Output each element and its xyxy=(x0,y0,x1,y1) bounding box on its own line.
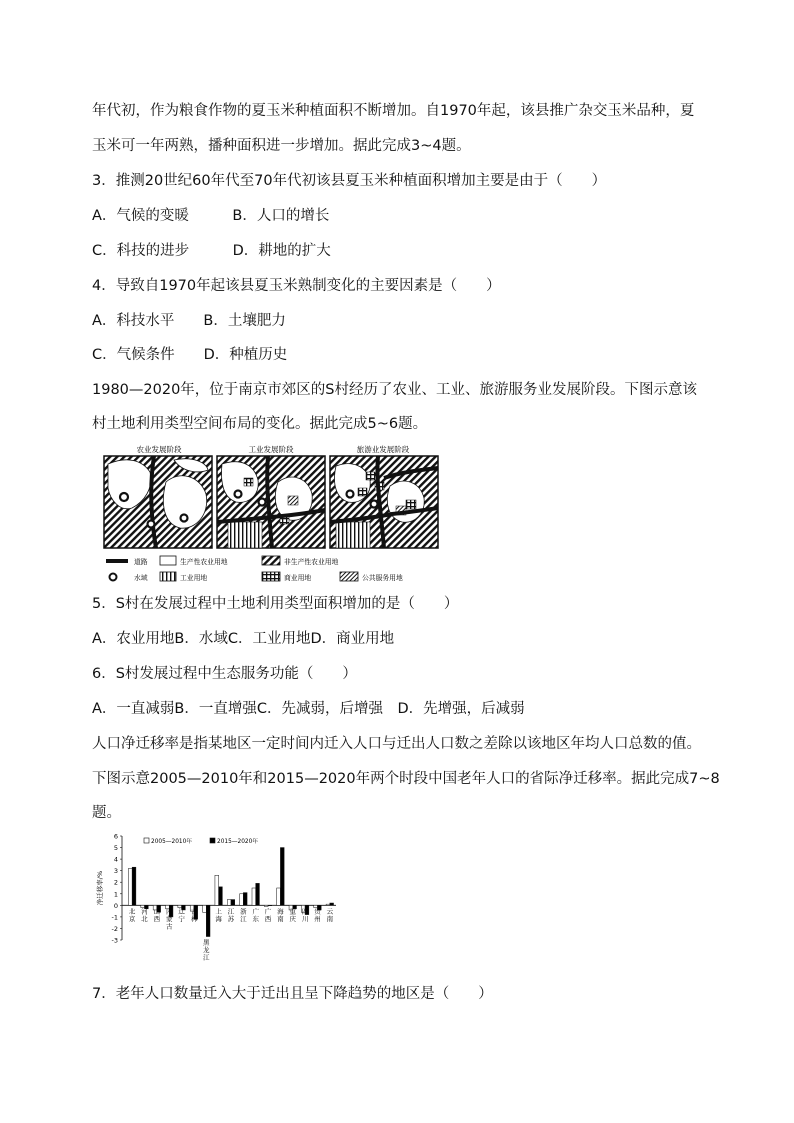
question-5: 5．S村在发展过程中土地利用类型面积增加的是（ ） xyxy=(92,596,459,612)
question-5-options: A．农业用地B．水域C．工业用地D．商业用地 xyxy=(92,631,395,647)
category-label-江苏: 苏 xyxy=(227,914,235,923)
category-label-上海: 海 xyxy=(215,914,222,923)
bar-上海-1 xyxy=(219,887,223,905)
y-tick-label: -3 xyxy=(111,936,118,945)
panel-agriculture xyxy=(104,456,212,548)
category-label-贵州: 贵 xyxy=(314,907,321,916)
question-6: 6．S村发展过程中生态服务功能（ ） xyxy=(92,666,357,682)
category-label-黑龙江: 龙 xyxy=(203,946,210,955)
panel-industry xyxy=(217,456,325,548)
category-label-四川: 川 xyxy=(301,914,309,923)
legend-label-2005: 2005—2010年 xyxy=(151,839,193,845)
category-label-重庆: 庆 xyxy=(289,914,297,923)
migration-bar-chart xyxy=(92,830,340,976)
category-label-北京: 京 xyxy=(128,914,136,923)
bar-黑龙江-1 xyxy=(206,905,210,936)
passage-s-village-2: 村土地利用类型空间布局的变化。据此完成5~6题。 xyxy=(92,416,428,432)
legend-industrial: 工业用地 xyxy=(180,574,208,582)
panel-title-tourism: 旅游业发展阶段 xyxy=(356,445,410,454)
category-label-北京: 北 xyxy=(128,907,136,916)
category-label-四川: 四 xyxy=(301,907,309,916)
category-label-内蒙古: 古 xyxy=(165,922,173,931)
category-label-广东: 广 xyxy=(252,907,259,916)
legend-public-service: 公共服务用地 xyxy=(362,574,403,582)
legend-commercial: 商业用地 xyxy=(284,574,312,582)
category-label-黑龙江: 黑 xyxy=(203,938,210,947)
category-label-内蒙古: 蒙 xyxy=(165,914,173,923)
y-tick-label: 1 xyxy=(113,890,118,899)
bar-北京-0 xyxy=(128,868,132,905)
y-tick-label: 4 xyxy=(113,855,118,864)
category-label-浙江: 江 xyxy=(240,914,247,923)
question-3-options-cd: C．科技的进步 D．耕地的扩大 xyxy=(92,243,331,259)
bar-上海-0 xyxy=(215,875,219,905)
passage-migration-3: 题。 xyxy=(92,805,121,821)
text-line-2: 玉米可一年两熟，播种面积进一步增加。据此完成3~4题。 xyxy=(92,138,471,154)
bar-北京-1 xyxy=(132,867,136,905)
category-label-吉林: 林 xyxy=(190,914,198,923)
legend-productive-agri: 生产性农业用地 xyxy=(180,558,228,566)
land-legend xyxy=(106,556,403,582)
category-label-黑龙江: 江 xyxy=(203,953,210,962)
category-label-广东: 东 xyxy=(252,914,259,923)
category-label-山西: 山 xyxy=(153,907,161,916)
category-label-广西: 西 xyxy=(264,914,272,923)
legend-road: 道路 xyxy=(134,558,148,566)
bar-浙江-0 xyxy=(240,894,244,906)
category-label-辽宁: 宁 xyxy=(178,914,185,923)
land-use-figure xyxy=(102,442,442,584)
question-4-options-cd: C．气候条件 D．种植历史 xyxy=(92,347,288,363)
legend-swatch-2005 xyxy=(144,838,149,843)
category-label-辽宁: 辽 xyxy=(178,907,185,916)
y-tick-label: -2 xyxy=(111,924,118,933)
y-tick-label: 6 xyxy=(113,832,118,841)
panel-tourism xyxy=(330,456,438,548)
bar-江苏-1 xyxy=(231,900,235,906)
category-label-山西: 西 xyxy=(153,914,161,923)
category-label-广西: 广 xyxy=(264,907,272,916)
category-label-江苏: 江 xyxy=(227,907,235,916)
bar-浙江-1 xyxy=(243,893,247,906)
legend-nonproductive-agri: 非生产性农业用地 xyxy=(284,558,339,566)
legend-label-2015: 2015—2020年 xyxy=(217,839,259,845)
category-label-重庆: 重 xyxy=(289,907,297,916)
bar-海南-1 xyxy=(280,848,284,906)
panel-title-agriculture: 农业发展阶段 xyxy=(136,445,182,454)
legend-swatch-2015 xyxy=(210,838,215,843)
y-tick-label: 3 xyxy=(113,867,118,876)
question-4-options-ab: A．科技水平 B．土壤肥力 xyxy=(92,313,286,329)
y-axis-label: 净迁移率/% xyxy=(96,870,104,906)
y-tick-label: 2 xyxy=(113,878,118,887)
category-label-河北: 河 xyxy=(141,907,148,916)
y-tick-label: -1 xyxy=(111,913,118,922)
bar-海南-0 xyxy=(277,888,281,905)
bar-黑龙江-0 xyxy=(203,905,207,912)
question-3-options-ab: A．气候的变暖 B．人口的增长 xyxy=(92,208,330,224)
category-label-云南: 云 xyxy=(326,907,334,916)
passage-migration-1: 人口净迁移率是指某地区一定时间内迁入人口与迁出人口数之差除以该地区年均人口总数的值。 xyxy=(92,736,701,752)
question-6-options: A．一直减弱B．一直增强C．先减弱，后增强 D．先增强，后减弱 xyxy=(92,701,525,717)
bar-江苏-0 xyxy=(227,900,231,906)
category-label-海南: 海 xyxy=(277,907,284,916)
y-tick-label: 0 xyxy=(113,901,118,910)
legend-water: 水域 xyxy=(134,574,148,582)
passage-s-village-1: 1980—2020年，位于南京市郊区的S村经历了农业、工业、旅游服务业发展阶段。下图示意该 xyxy=(92,382,698,398)
question-4: 4．导致自1970年起该县夏玉米熟制变化的主要因素是（ ） xyxy=(92,278,501,294)
bar-广东-1 xyxy=(256,883,260,905)
bar-云南-1 xyxy=(330,903,334,905)
category-label-内蒙古: 内 xyxy=(165,907,173,916)
category-label-吉林: 吉 xyxy=(190,907,198,916)
category-label-河北: 北 xyxy=(141,914,148,923)
bar-云南-0 xyxy=(326,904,330,905)
category-label-贵州: 州 xyxy=(314,914,321,923)
category-label-上海: 上 xyxy=(215,907,222,916)
passage-migration-2: 下图示意2005—2010年和2015—2020年两个时段中国老年人口的省际净迁移率。据此完成7~8 xyxy=(92,771,720,787)
category-label-云南: 南 xyxy=(326,914,334,923)
y-tick-label: 5 xyxy=(113,844,118,853)
bar-广东-0 xyxy=(252,888,256,905)
bar-广西-0 xyxy=(264,905,268,906)
question-7: 7．老年人口数量迁入大于迁出且呈下降趋势的地区是（ ） xyxy=(92,986,493,1002)
question-3: 3．推测20世纪60年代至70年代初该县夏玉米种植面积增加主要是由于（ ） xyxy=(92,173,607,189)
category-label-浙江: 浙 xyxy=(240,907,247,916)
panel-title-industry: 工业发展阶段 xyxy=(248,445,294,454)
text-line-1: 年代初，作为粮食作物的夏玉米种植面积不断增加。自1970年起，该县推广杂交玉米品种，夏 xyxy=(92,103,695,119)
category-label-海南: 南 xyxy=(277,914,284,923)
